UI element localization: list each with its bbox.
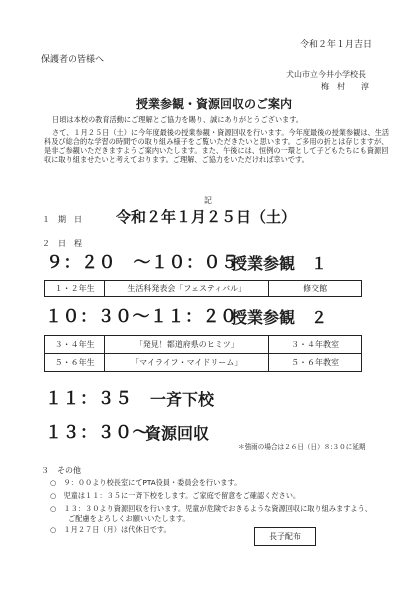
other-item: ○ ９：００より校長室にてPTA役員・委員会を行います。 [50,478,242,487]
recycle-time: １３：３０～ [45,423,150,443]
issue-date: 令和２年１月吉日 [300,40,373,50]
schedule-label: ２ 日 程 [42,239,82,248]
session-2-name: 授業参観 ２ [231,308,328,327]
session-2-time: １０：３０～１１：２０ [45,307,238,327]
rain-note: ＊強雨の場合は２６日（日）８:３０に延期 [238,443,366,451]
distribution-box [254,527,316,546]
grade-cell: ３・４年生 [45,336,105,354]
content-cell: 生活科発表会「フェスティバル」 [105,281,269,297]
other-item: ○ 児童は１１：３５に一斉下校をします。ご家庭で留意をご確認ください。 [50,491,301,500]
principal-name: 梅 村 淳 [321,82,369,91]
session-1-time: ９：２０ ～１０：０５ [46,253,239,273]
session-1-name: 授業参観 １ [231,254,328,273]
ki-mark: 記 [204,196,212,205]
event-date: 令和２年１月２５日（土） [116,208,297,226]
other-label: ３ その他 [41,466,81,475]
other-item: ○ １３：３０より資源回収を行います。児童が危険でおきるような資源回収に取り組みますよう、 [50,504,372,513]
place-cell: 修交館 [269,281,362,297]
other-item-continuation: ご配慮をよろしくお願いいたします。 [68,514,190,523]
table-row [45,281,362,297]
other-item: ○ １月２７日（月）は代休日です。 [50,525,171,534]
place-cell: ３・４年教室 [269,336,362,354]
dismissal-time: １１：３５ [45,389,133,409]
date-label: １ 期 日 [42,215,82,224]
intro-paragraph-1: 日頃は本校の教育活動にご理解とご協力を賜り、誠にありがとうございます。 [52,115,303,124]
session-2-table [44,335,362,372]
page-title: 授業参観・資源回収のご案内 [136,97,293,111]
table-row [45,336,362,354]
school-name: 犬山市立今井小学校長 [286,70,366,79]
content-cell: 「マイライフ・マイドリーム」 [105,354,269,372]
grade-cell: １・２年生 [45,281,105,297]
dismissal-label: 一斉下校 [150,390,215,409]
content-cell: 「発見！都道府県のヒミツ」 [105,336,269,354]
place-cell: ５・６年教室 [269,354,362,372]
recipient: 保護者の皆様へ [41,55,105,65]
session-1-table [44,280,362,297]
grade-cell: ５・６年生 [45,354,105,372]
distribution-label: 長子配布 [269,532,301,541]
table-row [45,354,362,372]
recycle-label: 資源回収 [145,424,210,443]
intro-paragraph-2: さて、１月２５日（土）に今年度最後の授業参観・資源回収を行います。今年度最後の授業参観は、生活科及び総合的な学習の時間での取り組み様子をご覧いただきたいと思います。ご多用の折とは存じますが、是非ご参観いただきますようご案内いたします。また、午後には、恒例の一環として子どもたちにも資源回収に取り組ませたいと考えております。ご理解、ご協力をいただければ幸いです。 [44,128,390,164]
